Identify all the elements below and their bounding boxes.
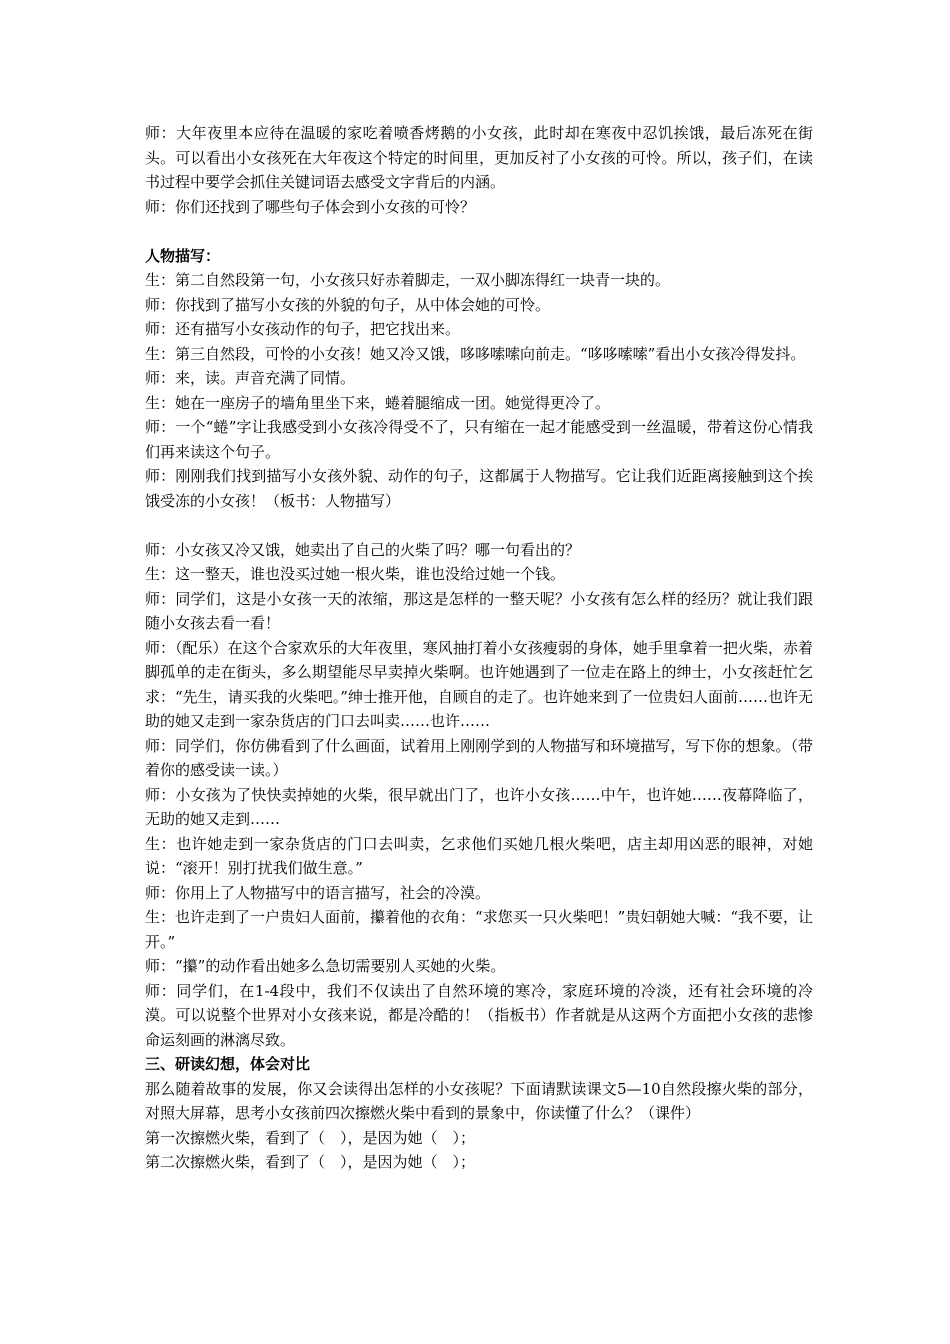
paragraph: 生：也许走到了一户贵妇人面前，攥着他的衣角：“求您买一只火柴吧！”贵妇朝她大喊：“我不要，让开。” xyxy=(145,908,814,951)
paragraph: 师：还有描写小女孩动作的句子，把它找出来。 xyxy=(145,320,461,338)
paragraph: 那么随着故事的发展，你又会读得出怎样的小女孩呢？下面请默读课文5—10自然段擦火柴的部分，对照大屏幕，思考小女孩前四次擦燃火柴中看到的景象中，你读懂了什么？（课件） xyxy=(145,1079,813,1122)
paragraph: 师：“攥”的动作看出她多么急切需要别人买她的火柴。 xyxy=(145,957,506,975)
paragraph: 生：她在一座房子的墙角里坐下来，蜷着腿缩成一团。她觉得更冷了。 xyxy=(145,393,611,412)
paragraph: 师：一个“蜷”字让我感受到小女孩冷得受不了，只有缩在一起才能感受到一丝温暖，带着这份心情我们再来读这个句子。 xyxy=(145,418,813,461)
paragraph: 师：（配乐）在这个合家欢乐的大年夜里，寒风抽打着小女孩瘦弱的身体，她手里拿着一把火柴，赤着脚孤单的走在街头，多么期望能尽早卖掉火柴啊。也许她遇到了一位走在路上的绅士，小女孩赶忙乞求：“先生，请买我的火柴吧。”绅士推开他，自顾自的走了。也许她来到了一位贵妇人面前……也许无助的她又走到一家杂货店的门口去叫卖……也许…… xyxy=(145,638,813,730)
paragraph: 第二次擦燃火柴，看到了（ ），是因为她（ ）； xyxy=(145,1153,476,1171)
paragraph: 师：你用上了人物描写中的语言描写，社会的冷漠。 xyxy=(145,883,491,902)
paragraph: 师：刚刚我们找到描写小女孩外貌、动作的句子，这都属于人物描写。它让我们近距离接触到这个挨饿受冻的小女孩！（板书：人物描写） xyxy=(145,467,813,510)
paragraph: 师：同学们，你仿佛看到了什么画面，试着用上刚刚学到的人物描写和环境描写，写下你的想象。（带着你的感受读一读。） xyxy=(145,736,813,779)
paragraph: 第一次擦燃火柴，看到了（ ），是因为她（ ）； xyxy=(145,1128,476,1147)
paragraph: 生：这一整天，谁也没买过她一根火柴，谁也没给过她一个钱。 xyxy=(145,565,566,583)
paragraph: 师：小女孩又冷又饿，她卖出了自己的火柴了吗？哪一句看出的？ xyxy=(145,540,581,559)
paragraph: 生：也许她走到一家杂货店的门口去叫卖，乞求他们买她几根火柴吧，店主却用凶恶的眼神，对她说：“滚开！别打扰我们做生意。” xyxy=(145,834,813,877)
paragraph: 生：第二自然段第一句，小女孩只好赤着脚走，一双小脚冻得红一块青一块的。 xyxy=(145,271,671,289)
paragraph: 师：小女孩为了快快卖掉她的火柴，很早就出门了，也许小女孩……中午，也许她……夜幕降临了，无助的她又走到…… xyxy=(145,785,813,828)
paragraph: 师：你找到了描写小女孩的外貌的句子，从中体会她的可怜。 xyxy=(145,295,551,314)
paragraph: 师：来，读。声音充满了同情。 xyxy=(145,369,356,387)
section-heading: 三、研读幻想，体会对比 xyxy=(145,1055,311,1073)
paragraph: 生：第三自然段，可怜的小女孩！她又冷又饿，哆哆嗦嗦向前走。“哆哆嗦嗦”看出小女孩冷得发抖。 xyxy=(145,344,806,363)
paragraph: 师：大年夜里本应待在温暖的家吃着喷香烤鹅的小女孩，此时却在寒夜中忍饥挨饿，最后冻死在街头。可以看出小女孩死在大年夜这个特定的时间里，更加反衬了小女孩的可怜。所以，孩子们，在读书过程中要学会抓住关键词语去感受文字背后的内涵。 xyxy=(145,124,813,191)
blank-line xyxy=(145,513,813,538)
paragraph: 师：同学们，这是小女孩一天的浓缩，那这是怎样的一整天呢？小女孩有怎么样的经历？就让我们跟随小女孩去看一看！ xyxy=(145,589,813,632)
document-page xyxy=(145,121,813,1175)
paragraph: 师：你们还找到了哪些句子体会到小女孩的可怜？ xyxy=(145,197,476,216)
blank-line xyxy=(145,219,813,244)
paragraph: 师：同学们，在1-4段中，我们不仅读出了自然环境的寒冷，家庭环境的冷淡，还有社会环境的冷漠。可以说整个世界对小女孩来说，都是冷酷的！（指板书）作者就是从这两个方面把小女孩的悲惨命运刻画的淋漓尽致。 xyxy=(145,981,813,1049)
section-heading: 人物描写： xyxy=(145,246,221,265)
